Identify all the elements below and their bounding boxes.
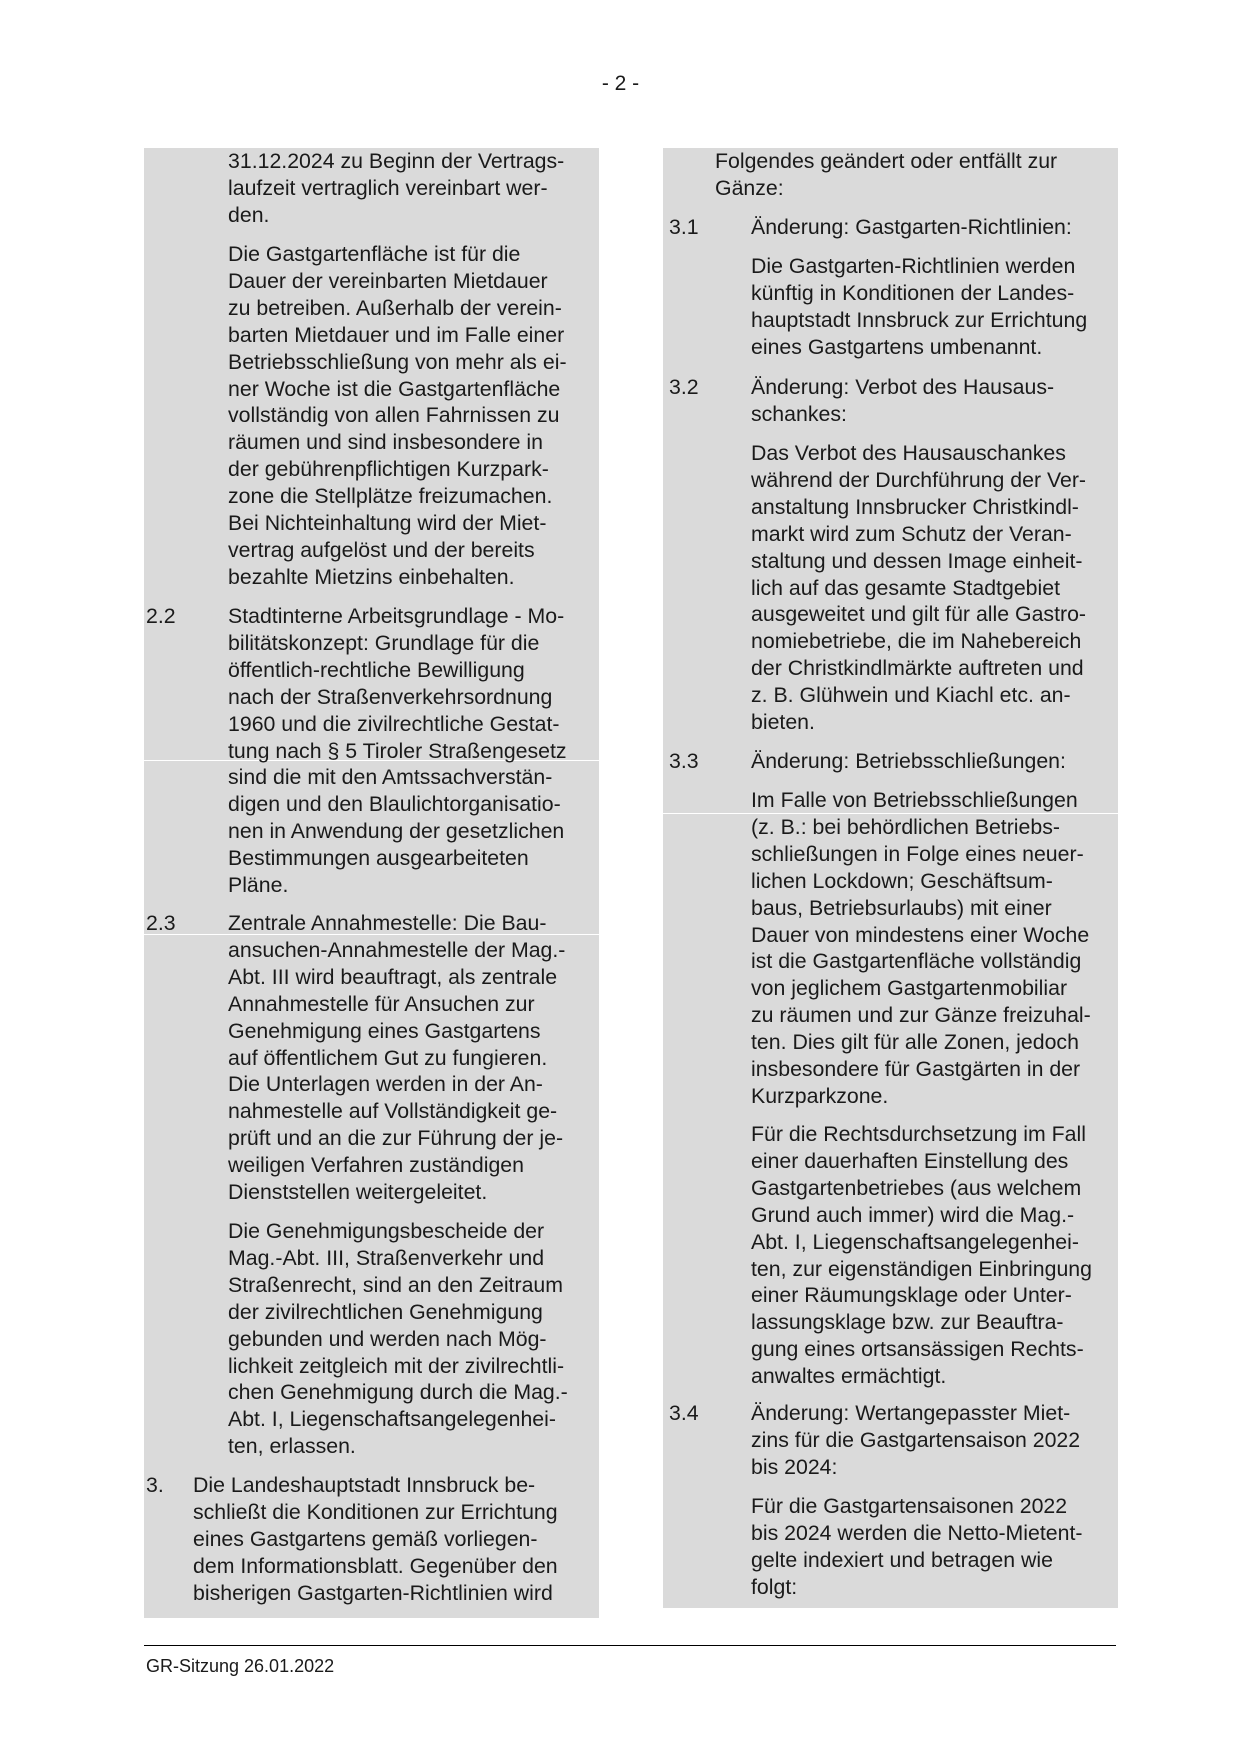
section-number-3-2: 3.2	[669, 375, 699, 399]
heading-3-4: Änderung: Wertangepasster Miet- zins für die Gastgartensaison 2022 bis 2024:	[751, 1401, 1081, 1479]
paragraph-contract-term: 31.12.2024 zu Beginn der Vertrags- laufzeit vertraglich vereinbart wer- den.	[228, 149, 565, 227]
heading-3-1: Änderung: Gastgarten-Richtlinien:	[751, 215, 1072, 239]
paragraph-3-2: Das Verbot des Hausauschankes während der Durchführung der Ver- anstaltung Innsbrucker Christkindl- markt wird zum Schutz der Veran- staltung und dessen Image einheit- lich auf das gesamte Stadtgebiet ausgeweitet und gilt für alle Gastro- nomiebetriebe, die im Nahebereich der Christkindlmärkte auftreten und z. B. Glühwein und Kiachl etc. an- bieten.	[751, 441, 1087, 735]
page-number: - 2 -	[601, 72, 640, 95]
paragraph-3-1: Die Gastgarten-Richtlinien werden künftig in Konditionen der Landes- hauptstadt Innsbruck zur Errichtung eines Gastgartens umbenannt.	[751, 254, 1088, 359]
paragraph-2-2-mobility-concept: Stadtinterne Arbeitsgrundlage - Mo- bilitätskonzept: Grundlage für die öffentlich-rechtliche Bewilligung nach der Straßenverkehrsordnung 1960 und die zivilrechtliche Gestat- tung nach § 5 Tiroler Straßengesetz sind die mit den Amtssachverstän- digen und den Blaulichtorganisatio- nen in Anwendung der gesetzlichen Bestimmungen ausgearbeiteten Pläne.	[228, 604, 567, 898]
heading-3-3: Änderung: Betriebsschließungen:	[751, 749, 1066, 773]
footer-divider	[144, 1645, 1116, 1646]
left-column	[144, 148, 599, 1618]
paragraph-3-3: Im Falle von Betriebsschließungen (z. B.: bei behördlichen Betriebs- schließungen in Folge eines neuer- lichen Lockdown; Geschäftsum- baus, Betriebsurlaubs) mit einer Dauer von mindestens einer Woche ist die Gastgartenfläche vollständig von jeglichem Gastgartenmobiliar zu räumen und zur Gänze freizuhal- ten. Dies gilt für alle Zonen, jedoch insbesondere für Gastgärten in der Kurzparkzone.	[751, 788, 1091, 1108]
section-number-3-3: 3.3	[669, 749, 699, 773]
paragraph-3-4: Für die Gastgartensaisonen 2022 bis 2024 werden die Netto-Mietent- gelte indexiert und betragen wie folgt:	[751, 1494, 1083, 1599]
footer-session-date: GR-Sitzung 26.01.2022	[146, 1656, 335, 1676]
heading-3-2: Änderung: Verbot des Hausaus- schankes:	[751, 375, 1055, 426]
paragraph-operation-duty: Die Gastgartenfläche ist für die Dauer der vereinbarten Mietdauer zu betreiben. Außerhalb der verein- barten Mietdauer und im Falle einer Betriebsschließung von mehr als ei- ner Woche ist die Gastgartenfläche vollständig von allen Fahrnissen zu räumen und sind insbesondere in der gebührenpflichtigen Kurzpark- zone die Stellplätze freizumachen. Bei Nichteinhaltung wird der Miet- vertrag aufgelöst und der bereits bezahlte Mietzins einbehalten.	[228, 242, 567, 589]
right-column	[663, 148, 1118, 1608]
section-number-2-3: 2.3	[146, 911, 176, 935]
paragraph-3-3-enforcement: Für die Rechtsdurchsetzung im Fall einer dauerhaften Einstellung des Gastgartenbetriebes (aus welchem Grund auch immer) wird die Mag.- Abt. I, Liegenschaftsangelegenhei- ten, zur eigenständigen Einbringung einer Räumungsklage oder Unter- lassungsklage bzw. zur Beauftra- gung eines ortsansässigen Rechts- anwaltes ermächtigt.	[751, 1122, 1092, 1389]
section-number-3-1: 3.1	[669, 215, 699, 239]
section-number-3: 3.	[146, 1473, 164, 1497]
section-number-2-2: 2.2	[146, 604, 176, 628]
section-number-3-4: 3.4	[669, 1401, 699, 1425]
paragraph-3-conditions: Die Landeshauptstadt Innsbruck be- schließt die Konditionen zur Errichtung eines Gastgartens gemäß vorliegen- dem Informationsblatt. Gegenüber den bisherigen Gastgarten-Richtlinien wird	[193, 1473, 558, 1605]
paragraph-2-3-permits: Die Genehmigungsbescheide der Mag.-Abt. III, Straßenverkehr und Straßenrecht, sind an den Zeitraum der zivilrechtlichen Genehmigung gebunden und werden nach Mög- lichkeit zeitgleich mit der zivilrechtli- chen Genehmigung durch die Mag.- Abt. I, Liegenschaftsangelegenhei- ten, erlassen.	[228, 1219, 568, 1459]
paragraph-continuation: Folgendes geändert oder entfällt zur Gänze:	[715, 149, 1058, 200]
paragraph-2-3-central-office: Zentrale Annahmestelle: Die Bau- ansuchen-Annahmestelle der Mag.- Abt. III wird beauftragt, als zentrale Annahmestelle für Ansuchen zur Genehmigung eines Gastgartens auf öffentlichem Gut zu fungieren. Die Unterlagen werden in der An- nahmestelle auf Vollständigkeit ge- prüft und an die zur Führung der je- weiligen Verfahren zuständigen Dienststellen weitergeleitet.	[228, 911, 566, 1205]
